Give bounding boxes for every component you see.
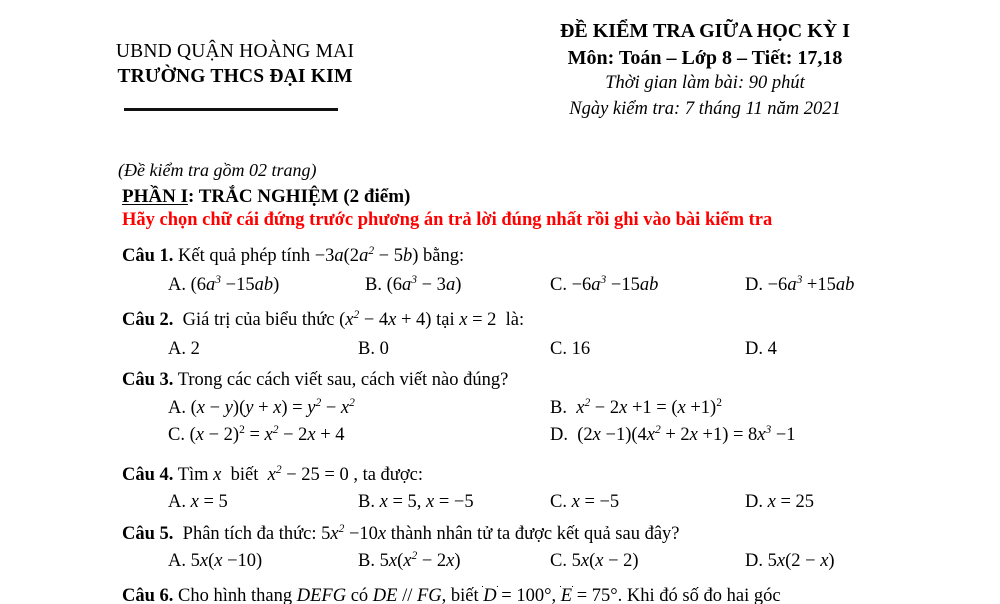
page-count-note: (Đề kiểm tra gồm 02 trang)	[118, 160, 317, 180]
option-d[interactable]: D. $(2x -1)(4x^2 + 2x +1) = 8x^3 -1$	[550, 423, 796, 445]
option-letter: A.	[168, 551, 186, 571]
question-stem: Câu 6. Cho hình thang DEFG có DE // FG, biết D = 100°, E = 75°. Khi đó số đo hai góc	[122, 586, 781, 604]
question-label: Câu 4.	[122, 465, 174, 485]
option-c[interactable]: C. $(x - 2)^2 = x^2 - 2x + 4$	[168, 423, 345, 445]
option-a[interactable]: A. x = 5	[168, 492, 228, 512]
option-text: 0	[379, 339, 389, 359]
question-stem: Câu 2. Giá trị của biểu thức $(x^2 - 4x + 4)$ tại x = 2 là:	[122, 308, 525, 330]
option-b[interactable]: B. x = 5, x = −5	[358, 492, 474, 512]
question-label: Câu 6.	[122, 586, 174, 604]
option-text: 4	[767, 339, 777, 359]
option-b[interactable]	[358, 339, 389, 360]
option-a[interactable]: A. 5x(x −10)	[168, 551, 263, 571]
option-c[interactable]	[550, 339, 590, 360]
option-letter: D.	[745, 339, 763, 359]
option-c[interactable]: C. 5x(x − 2)	[550, 551, 639, 571]
option-letter: D.	[745, 492, 763, 512]
option-letter: B.	[365, 275, 382, 295]
option-letter: B.	[550, 398, 567, 418]
exam-duration-line: Thời gian làm bài: 90 phút	[605, 73, 805, 94]
question-label: Câu 3.	[122, 370, 174, 390]
option-letter: B.	[358, 492, 375, 512]
question-stem: Câu 1. Kết quả phép tính $-3a(2a^2 - 5b)$ bằng:	[122, 244, 465, 266]
document-header	[0, 18, 1000, 128]
question-label: Câu 5.	[122, 524, 174, 544]
option-d[interactable]: D. x = 25	[745, 492, 815, 512]
option-letter: C.	[168, 425, 185, 445]
option-d[interactable]: D. $-6a^3 +15ab$	[745, 273, 855, 295]
option-letter: A.	[168, 339, 186, 359]
option-a[interactable]: A. $(6a^3 -15ab)$	[168, 273, 280, 295]
option-letter: D.	[745, 275, 763, 295]
school-name-line: TRƯỜNG THCS ĐẠI KIM	[117, 65, 353, 87]
question-stem	[122, 370, 508, 391]
option-c[interactable]: C. x = −5	[550, 492, 620, 512]
question-stem-text: Trong các cách viết sau, cách viết nào đúng?	[177, 370, 509, 390]
option-d[interactable]	[745, 339, 777, 360]
option-letter: A.	[168, 398, 186, 418]
school-block	[105, 40, 365, 90]
option-letter: C.	[550, 275, 567, 295]
question-stem: Câu 5. Phân tích đa thức: $5x^2 -10x$ thành nhân tử ta được kết quả sau đây?	[122, 522, 680, 544]
question-stem: Câu 4. Tìm x biết $x^2 - 25 = 0$ , ta được:	[122, 463, 423, 485]
option-letter: C.	[550, 551, 567, 571]
option-a[interactable]	[168, 339, 200, 360]
exam-title-block	[470, 18, 940, 123]
question-label: Câu 2.	[122, 310, 174, 330]
part-label: PHẦN I	[122, 186, 188, 207]
option-c[interactable]: C. $-6a^3 -15ab$	[550, 273, 659, 295]
part-title: : TRẮC NGHIỆM (2 điểm)	[187, 186, 411, 207]
exam-title: ĐỀ KIỂM TRA GIỮA HỌC KỲ I	[559, 20, 851, 42]
option-letter: A.	[168, 492, 186, 512]
district-authority-line: UBND QUẬN HOÀNG MAI	[115, 41, 355, 62]
option-letter: C.	[550, 492, 567, 512]
exam-date-line: Ngày kiểm tra: 7 tháng 11 năm 2021	[569, 99, 841, 120]
header-divider-rule	[124, 108, 338, 111]
option-letter: D.	[550, 425, 568, 445]
option-b[interactable]: B. $(6a^3 - 3a)$	[365, 273, 462, 295]
angle-hat-icon	[560, 586, 573, 587]
question-cau-6	[0, 586, 1000, 604]
exam-subject-line: Môn: Toán – Lớp 8 – Tiết: 17,18	[567, 46, 843, 69]
option-d[interactable]: D. 5x(2 − x)	[745, 551, 835, 571]
option-letter: B.	[358, 551, 375, 571]
option-letter: C.	[550, 339, 567, 359]
option-text: 2	[190, 339, 200, 359]
option-b[interactable]: B. $x^2 - 2x +1 = (x +1)^2$	[550, 396, 722, 418]
part-heading	[122, 186, 410, 208]
question-label: Câu 1.	[122, 246, 174, 266]
option-letter: B.	[358, 339, 375, 359]
option-letter: D.	[745, 551, 763, 571]
option-text: 16	[571, 339, 591, 359]
instruction-text: Hãy chọn chữ cái đứng trước phương án trả lời đúng nhất rồi ghi vào bài kiểm tra	[122, 210, 773, 230]
option-letter: A.	[168, 275, 186, 295]
option-b[interactable]: B. $5x(x^2 - 2x)$	[358, 549, 461, 571]
angle-hat-icon	[482, 586, 497, 587]
option-a[interactable]: A. $(x - y)(y + x) = y^2 - x^2$	[168, 396, 355, 418]
